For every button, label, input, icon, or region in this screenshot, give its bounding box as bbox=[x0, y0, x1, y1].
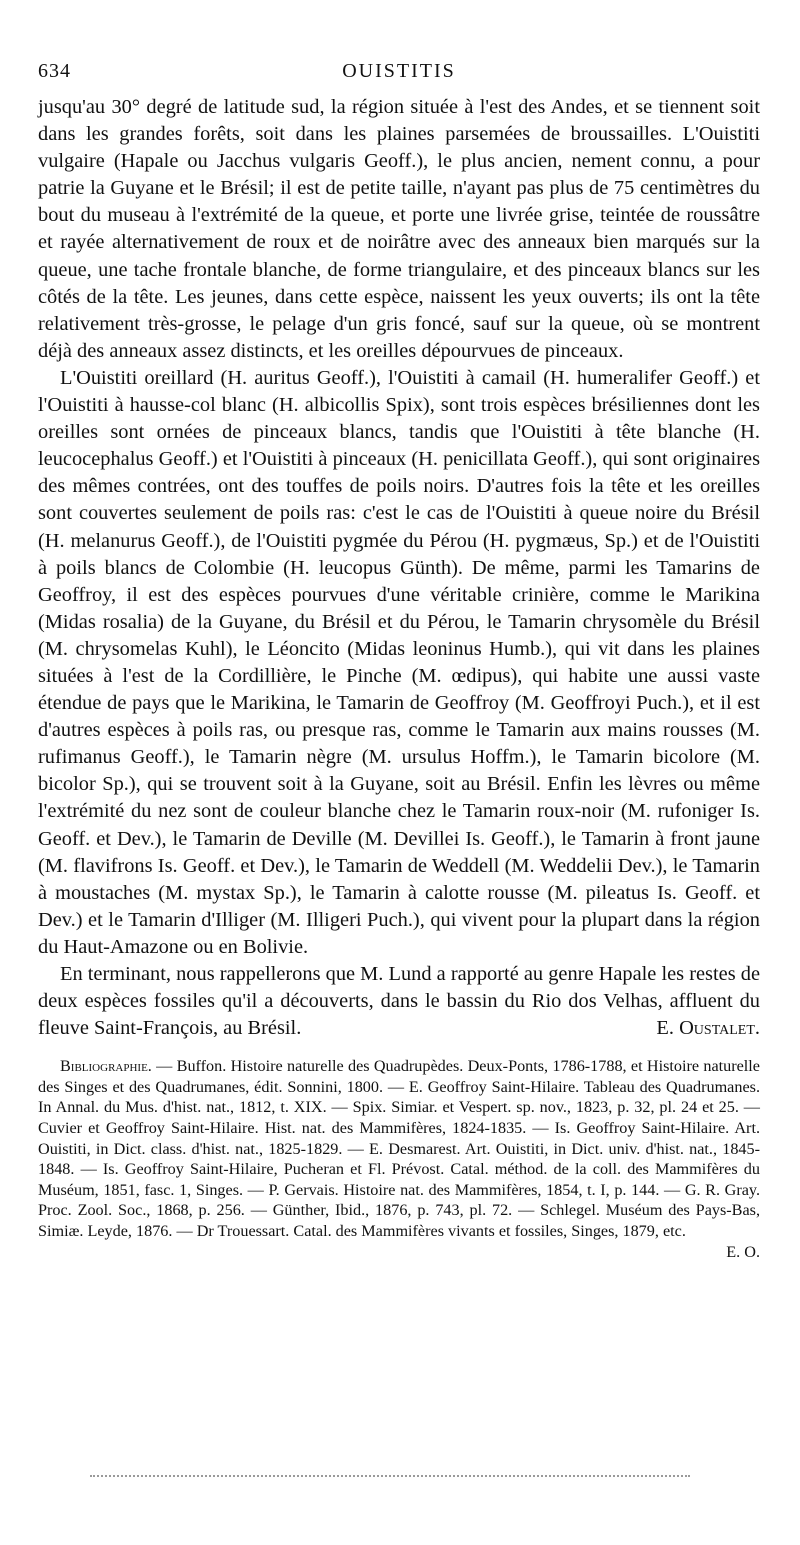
author-signature: E. Oustalet. bbox=[656, 1017, 760, 1040]
paragraph-1: jusqu'au 30° degré de latitude sud, la région située à l'est des Andes, et se tiennent soit dans les grandes forêts, soit dans les plaines parsemées de broussailles. L'Ouistiti vulgaire (Hapale ou Jacchus vulgaris Geoff.), le plus ancien, nement connu, a pour patrie la Guyane et le Brésil; il est de petite taille, n'ayant pas plus de 75 centimètres du bout du museau à l'extrémité de la queue, et porte une livrée grise, teintée de roussâtre et rayée alternativement de roux et de noirâtre avec des anneaux bien marqués sur la queue, une tache frontale blanche, de forme triangulaire, et des pinceaux blancs sur les côtés de la tête. Les jeunes, dans cette espèce, naissent les yeux ouverts; ils ont la tête relativement très-grosse, le pelage d'un gris foncé, sauf sur la queue, où se montrent déjà des anneaux assez distincts, et les oreilles dépourvues de pinceaux. bbox=[38, 96, 760, 362]
running-title: OUISTITIS bbox=[342, 60, 456, 82]
paragraph-3-text: En terminant, nous rappellerons que M. Lund a rapporté au genre Hapale les restes de deux espèces fossiles qu'il a découverts, dans le bassin du Rio dos Velhas, affluent du fleuve Saint-François, au Brésil. bbox=[38, 963, 760, 1040]
paragraph-3 bbox=[38, 961, 760, 1042]
page-number: 634 bbox=[38, 60, 71, 82]
bibliography bbox=[38, 1056, 760, 1261]
paragraph-2: L'Ouistiti oreillard (H. auritus Geoff.), l'Ouistiti à camail (H. humeralifer Geoff.) et l'Ouistiti à hausse-col blanc (H. albicollis Spix), sont trois espèces brésiliennes dont les oreilles sont ornées de pinceaux blancs, tandis que l'Ouistiti à tête blanche (H. leucocephalus Geoff.) et l'Ouistiti à pinceaux (H. penicillata Geoff.), qui sont originaires des mêmes contrées, ont des touffes de poils noirs. D'autres fois la tête et les oreilles sont couvertes seulement de poils ras: c'est le cas de l'Ouistiti à queue noire du Brésil (H. melanurus Geoff.), de l'Ouistiti pygmée du Pérou (H. pygmæus, Sp.) et de l'Ouistiti à poils blancs de Colombie (H. leucopus Günth). De même, parmi les Tamarins de Geoffroy, il est des espèces pourvues d'une véritable crinière, comme le Marikina (Midas rosalia) de la Guyane, du Brésil et du Pérou, le Tamarin chrysomèle du Brésil (M. chrysomelas Kuhl), le Léoncito (Midas leoninus Humb.), qui vit dans les plaines situées à l'est de la Cordillière, le Pinche (M. œdipus), qui habite une aussi vaste étendue de pays que le Marikina, le Tamarin de Geoffroy (M. Geoffroyi Puch.), et il est d'autres espèces à poils ras, ou presque ras, comme le Tamarin aux mains rousses (M. rufimanus Geoff.), le Tamarin nègre (M. ursulus Hoffm.), le Tamarin bicolore (M. bicolor Sp.), qui se trouvent soit à la Guyane, soit au Brésil. Enfin les lèvres ou même l'extrémité du nez sont de couleur blanche chez le Tamarin roux-noir (M. rufoniger Is. Geoff. et Dev.), le Tamarin de Deville (M. Devillei Is. Geoff.), le Tamarin à front jaune (M. flavifrons Is. Geoff. et Dev.), le Tamarin de Weddell (M. Weddelii Dev.), le Tamarin à moustaches (M. mystax Sp.), le Tamarin à calotte rousse (M. pileatus Is. Geoff. et Dev.) et le Tamarin d'Illiger (M. Illigeri Puch.), qui vivent pour la plupart dans la région du Haut-Amazone ou en Bolivie. bbox=[38, 366, 760, 958]
bibliography-signature: E. O. bbox=[726, 1242, 760, 1261]
bibliography-label: Bibliographie. bbox=[60, 1057, 152, 1076]
bibliography-text: — Buffon. Histoire naturelle des Quadrupèdes. Deux-Ponts, 1786-1788, et Histoire naturelle des Singes et des Quadrumanes, édit. Sonnini, 1800. — E. Geoffroy Saint-Hilaire. Tableau des Quadrumanes. In Annal. du Mus. d'hist. nat., 1812, t. XIX. — Spix. Simiar. et Vespert. sp. nov., 1823, p. 32, pl. 24 et 25. — Cuvier et Geoffroy Saint-Hilaire. Hist. nat. des Mammifères, 1824-1835. — Is. Geoffroy Saint-Hilaire. Art. Ouistiti, in Dict. class. d'hist. nat., 1825-1829. — E. Desmarest. Art. Ouistiti, in Dict. univ. d'hist. nat., 1845-1848. — Is. Geoffroy Saint-Hilaire, Pucheran et Fl. Prévost. Catal. méthod. de la coll. des Mammifères du Muséum, 1851, fasc. 1, Singes. — P. Gervais. Histoire nat. des Mammifères, 1854, t. I, p. 144. — G. R. Gray. Proc. Zool. Soc., 1868, p. 256. — Günther, Ibid., 1876, p. 743, pl. 72. — Schlegel. Muséum des Pays-Bas, Simiæ. Leyde, 1876. — Dr Trouessart. Catal. des Mammifères vivants et fossiles, Singes, 1879, etc. bbox=[38, 1057, 760, 1241]
bottom-dotted-rule bbox=[90, 1475, 690, 1477]
article-body bbox=[38, 94, 760, 1042]
page-header bbox=[38, 60, 760, 94]
